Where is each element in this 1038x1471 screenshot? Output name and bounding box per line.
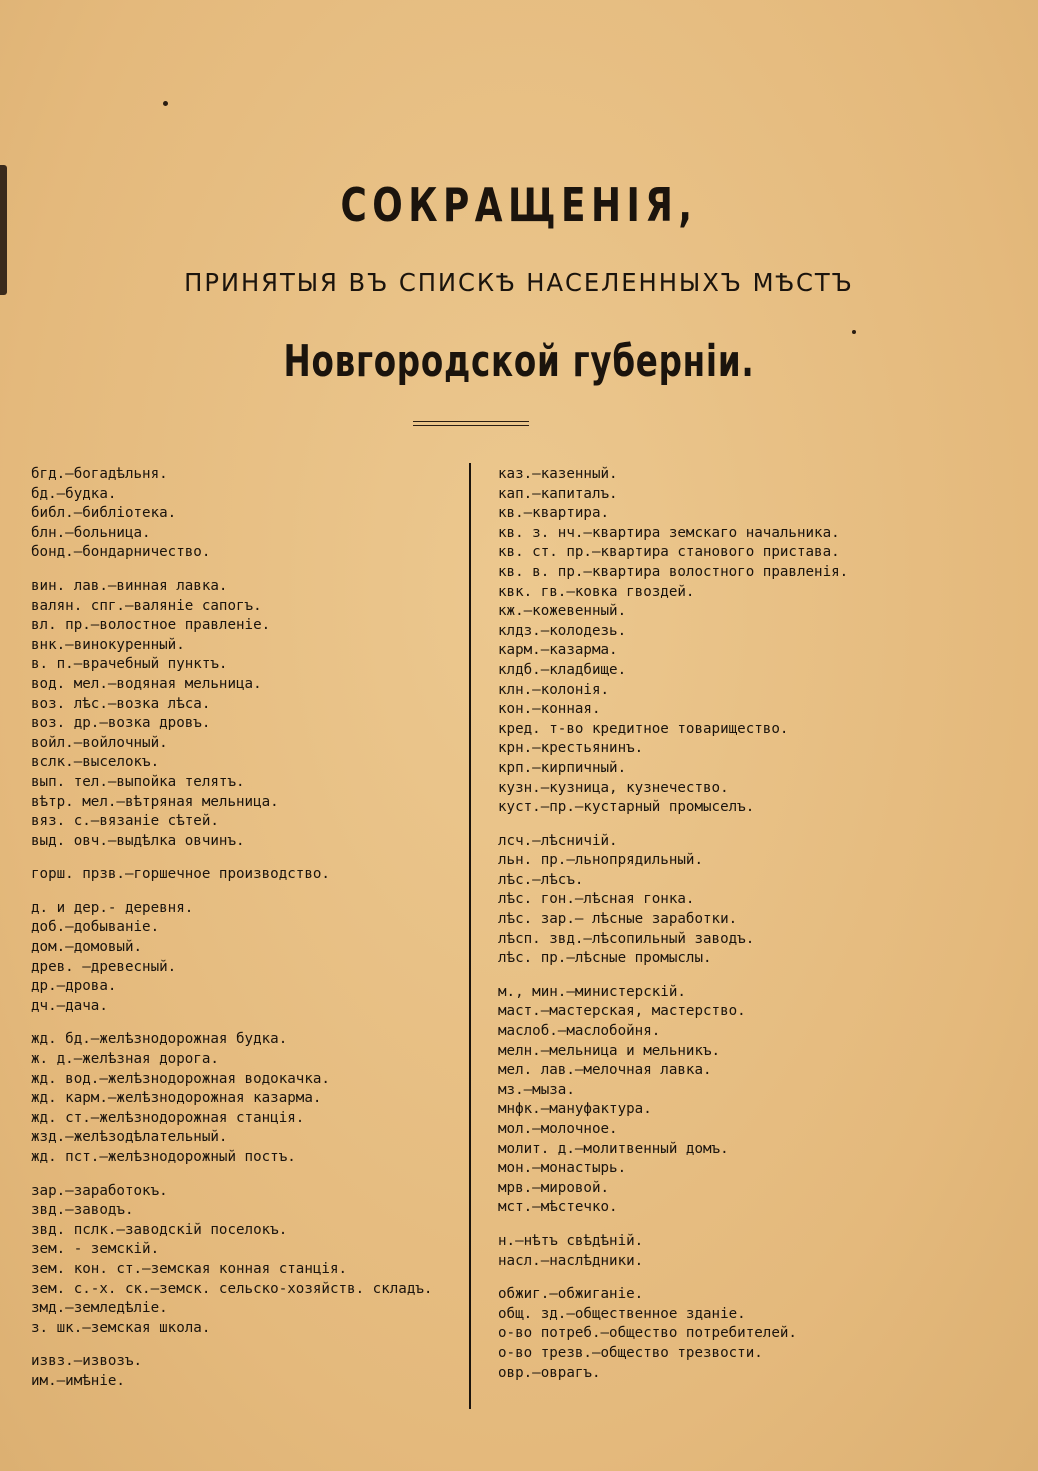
abbreviation-entry: звд.—заводъ. [31, 1202, 134, 1219]
abbreviation-entry: з. шк.—земская школа. [31, 1319, 211, 1336]
abbreviation-entry: кред. т-во кредитное товарищество. [498, 720, 789, 737]
abbreviation-entry: бонд.—бондарничество. [31, 544, 211, 561]
abbreviation-entry: д. и дер.- деревня. [31, 899, 194, 916]
abbreviation-entry: войл.—войлочный. [31, 734, 168, 751]
abbreviation-entry: библ.—библіотека. [31, 505, 177, 522]
right-column [498, 465, 848, 1383]
abbreviation-entry: овр.—оврагъ. [498, 1364, 601, 1381]
abbreviation-entry: кв. ст. пр.—квартира станового пристава. [498, 544, 840, 561]
abbreviation-entry: дч.—дача. [31, 997, 108, 1014]
abbreviation-entry: звд. пслк.—заводскій поселокъ. [31, 1221, 288, 1238]
abbreviation-entry: насл.—наслѣдники. [498, 1252, 644, 1269]
abbreviation-entry: им.—имѣніе. [31, 1372, 125, 1389]
abbreviation-entry: извз.—извозъ. [31, 1353, 143, 1370]
abbreviation-group [498, 832, 848, 969]
abbreviation-entry: доб.—добываніе. [31, 919, 160, 936]
abbreviation-entry: вод. мел.—водяная мельница. [31, 675, 262, 692]
abbreviation-group [31, 1182, 432, 1339]
abbreviation-entry: бд.—будка. [31, 485, 117, 502]
page-region-title: Новгородской губерніи. [283, 336, 755, 387]
abbreviation-entry: кв.—квартира. [498, 505, 610, 522]
abbreviation-entry: вин. лав.—винная лавка. [31, 577, 228, 594]
abbreviation-entry: вѣтр. мел.—вѣтряная мельница. [31, 793, 279, 810]
abbreviation-entry: в. п.—врачебный пунктъ. [31, 656, 228, 673]
abbreviation-group [31, 465, 432, 563]
abbreviation-entry: о-во трезв.—общество трезвости. [498, 1344, 763, 1361]
abbreviation-entry: валян. спг.—валяніе сапогъ. [31, 597, 262, 614]
abbreviation-entry: клдб.—кладбище. [498, 661, 627, 678]
abbreviation-entry: кв. в. пр.—квартира волостного правленія. [498, 563, 849, 580]
abbreviation-entry: куст.—пр.—кустарный промыселъ. [498, 799, 755, 816]
abbreviation-group [31, 899, 432, 1017]
left-column [31, 465, 432, 1392]
abbreviation-entry: квк. гв.—ковка гвоздей. [498, 583, 695, 600]
abbreviation-entry: жзд.—желѣзодѣлательный. [31, 1129, 228, 1146]
abbreviation-entry: лѣс. гон.—лѣсная гонка. [498, 891, 695, 908]
abbreviation-entry: мел. лав.—мелочная лавка. [498, 1062, 712, 1079]
ink-speck [163, 101, 168, 106]
abbreviation-entry: мон.—монастырь. [498, 1160, 627, 1177]
abbreviation-entry: лѣс.—лѣсъ. [498, 871, 584, 888]
abbreviation-entry: молит. д.—молитвенный домъ. [498, 1140, 729, 1157]
abbreviation-entry: жд. ст.—желѣзнодорожная станція. [31, 1109, 305, 1126]
abbreviation-entry: кв. з. нч.—квартира земскаго начальника. [498, 524, 840, 541]
abbreviation-entry: воз. лѣс.—возка лѣса. [31, 695, 211, 712]
abbreviation-entry: вяз. с.—вязаніе сѣтей. [31, 813, 219, 830]
abbreviation-entry: мол.—молочное. [498, 1121, 618, 1137]
abbreviation-entry: м., мин.—министерскій. [498, 983, 686, 1000]
abbreviation-entry: вслк.—выселокъ. [31, 754, 160, 771]
abbreviation-entry: змд.—земледѣліе. [31, 1300, 168, 1317]
abbreviation-entry: жд. пст.—желѣзнодорожный постъ. [31, 1149, 296, 1165]
abbreviation-entry: вл. пр.—волостное правленіе. [31, 617, 271, 634]
abbreviation-entry: кж.—кожевенный. [498, 603, 627, 620]
abbreviation-entry: дом.—домовый. [31, 939, 143, 956]
binding-edge-mark [0, 165, 7, 295]
abbreviation-group [31, 1030, 432, 1167]
abbreviation-entry: клн.—колонія. [498, 681, 610, 698]
abbreviation-entry: кон.—конная. [498, 701, 601, 718]
abbreviation-entry: жд. вод.—желѣзнодорожная водокачка. [31, 1070, 330, 1087]
abbreviation-entry: ж. д.—желѣзная дорога. [31, 1051, 219, 1068]
ink-speck [852, 330, 856, 334]
abbreviation-entry: горш. прзв.—горшечное производство. [31, 866, 330, 883]
abbreviation-entry: клдз.—колодезь. [498, 622, 627, 639]
column-divider [469, 463, 471, 1409]
page-title: СОКРАЩЕНІЯ, [340, 178, 698, 232]
abbreviation-entry: лѣсп. звд.—лѣсопильный заводъ. [498, 930, 755, 947]
title-divider [413, 421, 529, 426]
abbreviation-entry: воз. др.—возка дровъ. [31, 715, 211, 732]
abbreviation-entry: крн.—крестьянинъ. [498, 740, 644, 757]
abbreviation-entry: кап.—капиталъ. [498, 485, 618, 502]
abbreviation-entry: обжиг.—обжиганіе. [498, 1286, 644, 1303]
abbreviation-entry: зем. - земскій. [31, 1241, 160, 1258]
abbreviation-entry: маст.—мастерская, мастерство. [498, 1003, 746, 1020]
abbreviation-entry: зем. кон. ст.—земская конная станція. [31, 1260, 348, 1277]
abbreviation-entry: лсч.—лѣсничій. [498, 832, 618, 849]
abbreviation-entry: мст.—мѣстечко. [498, 1199, 618, 1216]
abbreviation-group [31, 865, 432, 885]
abbreviation-entry: внк.—винокуренный. [31, 636, 185, 653]
abbreviation-entry: мз.—мыза. [498, 1081, 575, 1098]
abbreviation-entry: лѣс. пр.—лѣсные промыслы. [498, 950, 712, 967]
abbreviation-entry: о-во потреб.—общество потребителей. [498, 1325, 797, 1342]
abbreviation-entry: бгд.—богадѣльня. [31, 466, 168, 482]
abbreviation-group [498, 465, 848, 818]
abbreviation-entry: каз.—казенный. [498, 466, 618, 482]
abbreviation-entry: блн.—больница. [31, 524, 151, 541]
abbreviation-entry: лѣс. зар.— лѣсные заработки. [498, 911, 738, 928]
abbreviation-group [31, 1352, 432, 1391]
abbreviation-group [498, 1285, 848, 1383]
abbreviation-entry: кузн.—кузница, кузнечество. [498, 779, 729, 796]
page-subtitle: ПРИНЯТЫЯ ВЪ СПИСКѢ НАСЕЛЕННЫХЪ МѢСТЪ [184, 268, 854, 297]
abbreviation-entry: выд. овч.—выдѣлка овчинъ. [31, 832, 245, 849]
abbreviation-entry: мнфк.—мануфактура. [498, 1101, 652, 1118]
abbreviation-entry: зар.—заработокъ. [31, 1182, 168, 1199]
abbreviation-entry: др.—дрова. [31, 978, 117, 995]
abbreviation-group [498, 1232, 848, 1271]
abbreviation-entry: маслоб.—маслобойня. [498, 1023, 661, 1040]
abbreviation-entry: общ. зд.—общественное зданіе. [498, 1305, 746, 1322]
abbreviation-entry: крп.—кирпичный. [498, 759, 627, 776]
abbreviation-entry: мрв.—мировой. [498, 1179, 610, 1196]
abbreviation-entry: древ. —древесный. [31, 958, 177, 975]
abbreviation-group [31, 577, 432, 851]
abbreviation-entry: мелн.—мельница и мельникъ. [498, 1042, 721, 1059]
abbreviation-entry: вып. тел.—выпойка телятъ. [31, 773, 245, 790]
abbreviation-entry: зем. с.-х. ск.—земск. сельско-хозяйств. складъ. [31, 1280, 433, 1297]
abbreviation-group [498, 983, 848, 1218]
abbreviation-entry: льн. пр.—льнопрядильный. [498, 852, 703, 869]
abbreviation-entry: карм.—казарма. [498, 642, 618, 659]
abbreviation-entry: жд. бд.—желѣзнодорожная будка. [31, 1031, 288, 1048]
abbreviation-entry: жд. карм.—желѣзнодорожная казарма. [31, 1090, 322, 1107]
abbreviation-entry: н.—нѣтъ свѣдѣній. [498, 1232, 644, 1249]
